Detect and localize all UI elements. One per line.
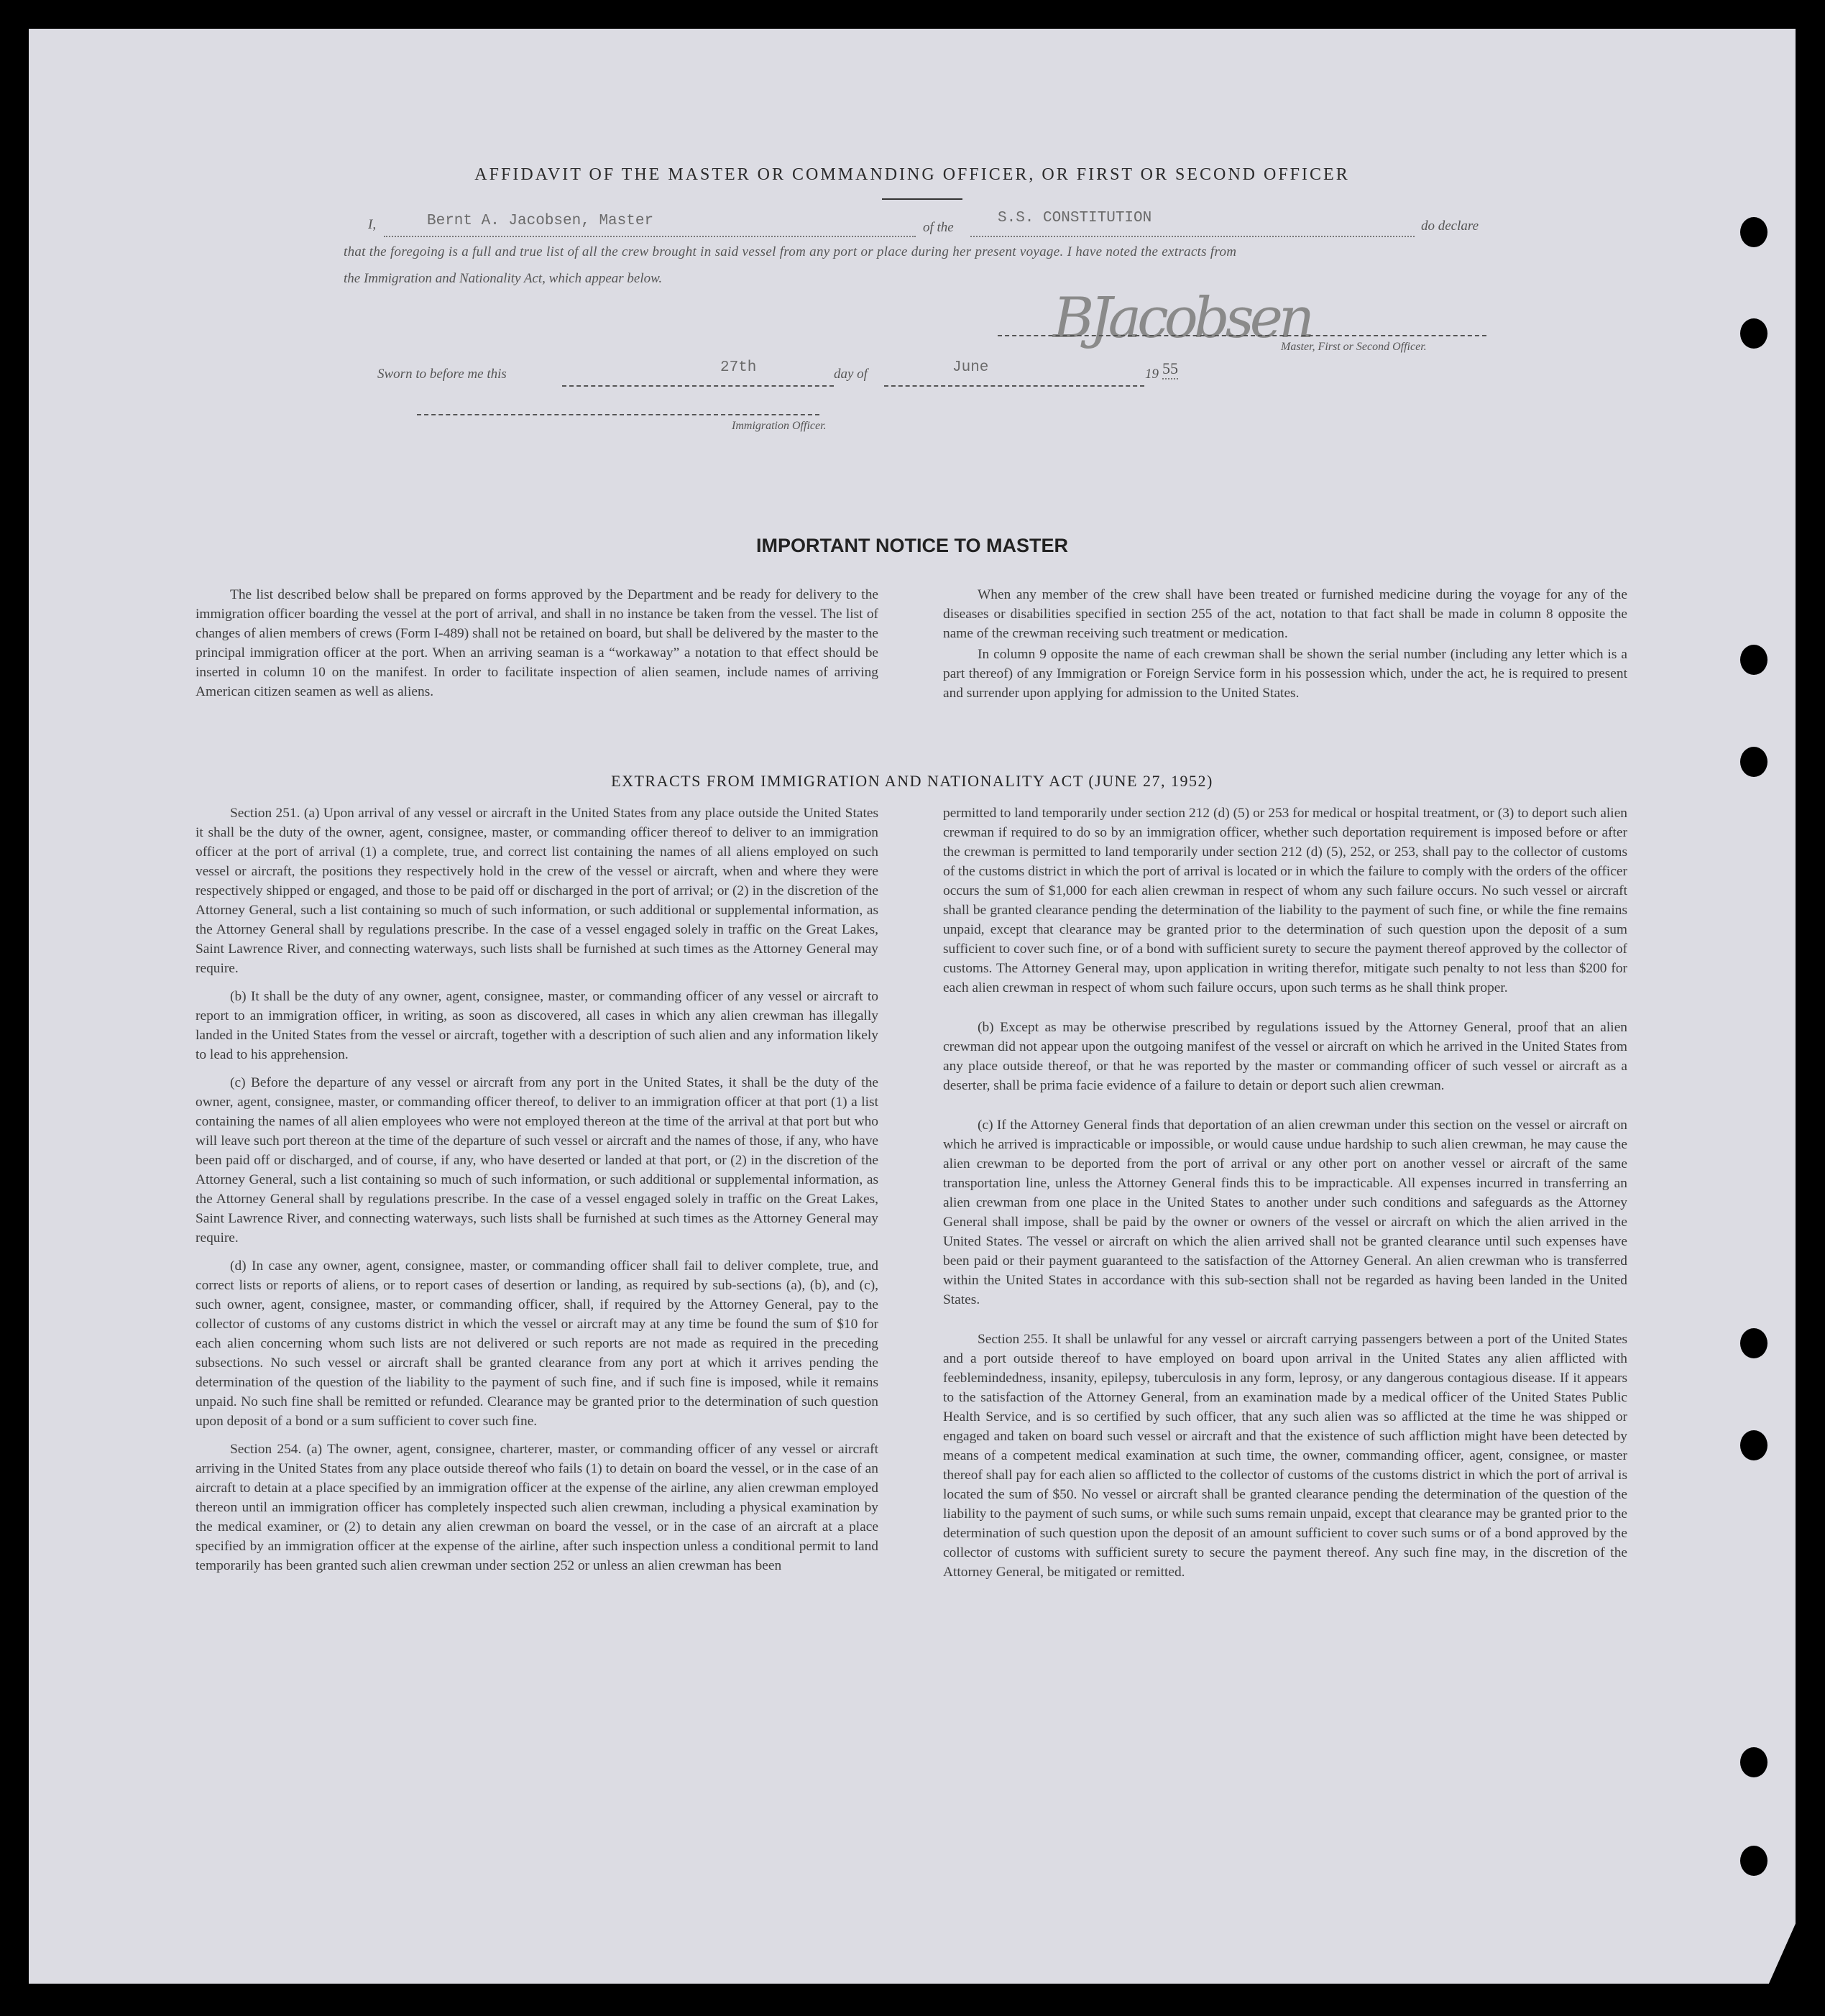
signature-line [998, 333, 1486, 336]
year-suffix: 55 [1162, 359, 1178, 379]
binder-hole [1740, 217, 1767, 247]
binder-hole [1740, 1430, 1767, 1460]
notice-right-column [943, 585, 1627, 703]
document-page [29, 29, 1796, 1984]
sworn-month-field [884, 359, 1144, 387]
binder-hole [1740, 1747, 1767, 1777]
sworn-day-field [562, 359, 834, 387]
name-field [384, 213, 916, 237]
signature-caption: Master, First or Second Officer. [1281, 341, 1427, 353]
extract-paragraph: Section 254. (a) The owner, agent, consignee, charterer, master, or commanding officer of any vessel or aircraft arriving in the United States from any place outside thereof who fails (1) to detain on board the vessel, or in the case of an aircraft to detain at a place specified by an immigration officer at the expense of the airline, any alien crewman employed thereon until an immigration officer has completely inspected such alien crewman, including a physical examination by the medical examiner, or (2) to detain any alien crewman on board the vessel, or in the case of an aircraft at a place specified by an immigration officer at the expense of the airline, after such inspection unless a conditional permit to land temporarily has been granted such alien crewman under section 252 or unless an alien crewman has been [196, 1442, 878, 1573]
binder-hole [1740, 318, 1767, 349]
title-rule [882, 198, 962, 200]
sworn-day: 27th [720, 359, 757, 376]
sworn-label: Sworn to before me this [377, 367, 507, 382]
vessel-name: S.S. CONSTITUTION [998, 210, 1152, 226]
notice-paragraph: The list described below shall be prepared on forms approved by the Department and be ready for delivery to the immigration officer boarding the vessel at the port of arrival, and shall in no instance be taken from the vessel. The list of changes of alien members of crews (Form I-489) shall not be retained on board, but shall be delivered by the master to the principal immigration officer at the port. When an arriving seaman is a “workaway” a notation to that effect should be inserted in column 10 on the manifest. In order to facilitate inspection of alien seamen, include names of arriving American citizen seamen as well as aliens. [196, 587, 878, 699]
torn-corner [1768, 1920, 1796, 1984]
notice-title: IMPORTANT NOTICE TO MASTER [756, 535, 1068, 556]
extract-paragraph: (d) In case any owner, agent, consignee, master, or commanding officer shall fail to deliver complete, true, and correct lists or reports of aliens, or to report cases of desertion or landing, as required by sub-sections (a), (b), and (c), such owner, agent, consignee, master, or commanding officer, shall, if required by the Attorney General, pay to the collector of customs of any customs district in which the vessel or aircraft may at any time be found the sum of $10 for each alien concerning whom such lists are not delivered or such reports are not made as required in the preceding subsections. No such vessel or aircraft shall be granted clearance from any port at which it arrives pending the determination of the question of the liability to the payment of such fine, and if such fine is imposed, while it remains unpaid. No such fine shall be remitted or refunded. Clearance may be granted prior to the determination of such question upon deposit of a bond or a sum sufficient to cover such fine. [196, 1258, 878, 1429]
extracts-title: EXTRACTS FROM IMMIGRATION AND NATIONALITY ACT (JUNE 27, 1952) [611, 772, 1213, 790]
binder-hole [1740, 645, 1767, 675]
sworn-month: June [952, 359, 989, 376]
extracts-left-column [196, 804, 878, 1575]
extract-paragraph: permitted to land temporarily under section 212 (d) (5) or 253 for medical or hospital treatment, or (3) to deport such alien crewman if required to do so by an immigration officer, whether such deportation requirement is imposed before or after the crewman is permitted to land temporarily under section 212 (d) (5), 252, or 253, shall pay to the collector of customs of the customs district in which the port of arrival is located or in which the failure to comply with the orders of the officer occurs the sum of $1,000 for each alien crewman in respect of whom any such failure occurs. No such vessel or aircraft shall be granted clearance pending the determination of the liability to the payment of such fine, or while the fine remains unpaid, except that clearance may be granted prior to the determination of such question upon the deposit of a sum sufficient to cover such fine, or of a bond with sufficient surety to secure the payment thereof approved by the collector of customs. The Attorney General may, upon application in writing therefor, mitigate such penalty to not less than $200 for each alien crewman in respect of whom such failure occurs, upon such terms as he shall think proper. [943, 806, 1627, 995]
extract-paragraph: (b) It shall be the duty of any owner, agent, consignee, master, or commanding officer of any vessel or aircraft to report to an immigration officer, in writing, as soon as discovered, all cases in which any alien crewman has illegally landed in the United States from the vessel or aircraft, together with a description of such alien and any information likely to lead to his apprehension. [196, 989, 878, 1062]
extract-paragraph: (b) Except as may be otherwise prescribed by regulations issued by the Attorney General, proof that an alien crewman did not appear upon the outgoing manifest of the vessel or aircraft on which he arrived in the United States from any place outside thereof, or that he was reported by the master or commanding officer of such vessel or aircraft as a deserter, shall be prima facie evidence of a failure to detain or deport such alien crewman. [943, 1020, 1627, 1093]
extract-paragraph: (c) If the Attorney General finds that deportation of an alien crewman under this section on the vessel or aircraft on which he arrived is impracticable or impossible, or would cause undue hardship to such alien crewman, he may cause the alien crewman to be deported from the port of arrival or any other port on another vessel or aircraft of the same transportation line, unless the Attorney General finds this to be impracticable. All expenses incurred in transferring an alien crewman from one place in the United States to another under such conditions and safeguards as the Attorney General shall impose, shall be paid by the owner or owners of the vessel or aircraft on which the alien arrived in the United States. The vessel or aircraft on which the alien arrived shall not be granted clearance until such expenses have been paid or their payment guaranteed to the satisfaction of the Attorney General. An alien crewman who is transferred within the United States in accordance with this sub-section shall not be regarded as having been landed in the United States. [943, 1118, 1627, 1307]
do-declare-label: do declare [1421, 218, 1479, 234]
notice-left-column [196, 585, 878, 701]
master-name: Bernt A. Jacobsen, Master [427, 213, 654, 229]
binder-hole [1740, 1846, 1767, 1876]
extract-paragraph: Section 251. (a) Upon arrival of any vessel or aircraft in the United States from any place outside the United States it shall be the duty of the owner, agent, consignee, master, or commanding officer thereof to deliver to an immigration officer at the port of arrival (1) a complete, true, and correct list containing the names of all aliens employed on such vessel or aircraft, the positions they respectively hold in the crew of the vessel or aircraft, when and where they were respectively shipped or engaged, and those to be paid off or discharged in the port of arrival; or (2) in the discretion of the Attorney General, such a list containing so much of such information, or such additional or supplemental information, as the Attorney General shall by regulations prescribe. In the case of a vessel engaged solely in traffic on the Great Lakes, Saint Lawrence River, and connecting waterways, such lists shall be furnished at such times as the Attorney General may require. [196, 806, 878, 976]
binder-hole [1740, 1328, 1767, 1358]
extract-paragraph: Section 255. It shall be unlawful for any vessel or aircraft carrying passengers between a port of the United States and a port outside thereof to have employed on board upon arrival in the United States any alien afflicted with feeblemindedness, insanity, epilepsy, tuberculosis in any form, leprosy, or any dangerous contagious disease. If it appears to the satisfaction of the Attorney General, from an examination made by a medical officer of the United States Public Health Service, and is so certified by such officer, that any such alien was so afflicted at the time he was shipped or engaged and taken on board such vessel or aircraft and that the existence of such affliction might have been detected by means of a competent medical examination at such time, the owner, commanding officer, agent, consignee, or master thereof shall pay for each alien so afflicted to the collector of customs of the customs district in which the port of arrival is located the sum of $50. No vessel or aircraft shall be granted clearance pending the determination of the question of the liability to the payment of such sums, or while such sums remain unpaid, except that clearance may be granted prior to the determination of such question upon the deposit of an amount sufficient to cover such sums or of a bond approved by the collector of customs with sufficient surety to secure the payment thereof. Any such fine may, in the discretion of the Attorney General, be mitigated or remitted. [943, 1332, 1627, 1580]
i-label: I, [368, 217, 377, 232]
notice-paragraph: In column 9 opposite the name of each crewman shall be shown the serial number (including any letter which is a part thereof) of any Immigration or Foreign Service form in his possession which, under the act, he is required to present and surrender upon applying for admission to the United States. [943, 647, 1627, 701]
year-prefix: 19 [1145, 367, 1159, 382]
declaration-line-2: the Immigration and Nationality Act, which appear below. [344, 271, 663, 286]
affidavit-title: AFFIDAVIT OF THE MASTER OR COMMANDING OFFICER, OR FIRST OR SECOND OFFICER [474, 165, 1350, 184]
vessel-field [970, 210, 1415, 237]
officer-caption: Immigration Officer. [732, 420, 827, 432]
declaration-line-1: that the foregoing is a full and true list of all the crew brought in said vessel from any port or place during her present voyage. I have noted the extracts from [344, 244, 1237, 259]
notice-paragraph: When any member of the crew shall have been treated or furnished medicine during the voyage for any of the diseases or disabilities specified in section 255 of the act, notation to that fact shall be made in column 8 opposite the name of the crewman receiving such treatment or medication. [943, 587, 1627, 641]
day-of-label: day of [834, 367, 868, 382]
master-signature: BJacobsen [1053, 286, 1311, 351]
officer-signature-line [417, 413, 819, 415]
extract-paragraph: (c) Before the departure of any vessel or aircraft from any port in the United States, it shall be the duty of the owner, agent, consignee, master, or commanding officer thereof, to deliver to an immigration officer at that port (1) a list containing the names of all alien employees who were not employed thereon at the time of the arrival at that port but who will leave such port thereon at the time of the departure of such vessel or aircraft and the names of those, if any, who have been paid off or discharged, and of course, if any, who have deserted or landed at that port, or (2) in the discretion of the Attorney General, such a list containing so much of such information, or such additional or supplemental information, as the Attorney General shall by regulations prescribe. In the case of a vessel engaged solely in traffic on the Great Lakes, Saint Lawrence River, and connecting waterways, such lists shall be furnished at such times as the Attorney General may require. [196, 1075, 878, 1246]
of-the-label: of the [923, 220, 954, 235]
extracts-right-column [943, 804, 1627, 1582]
